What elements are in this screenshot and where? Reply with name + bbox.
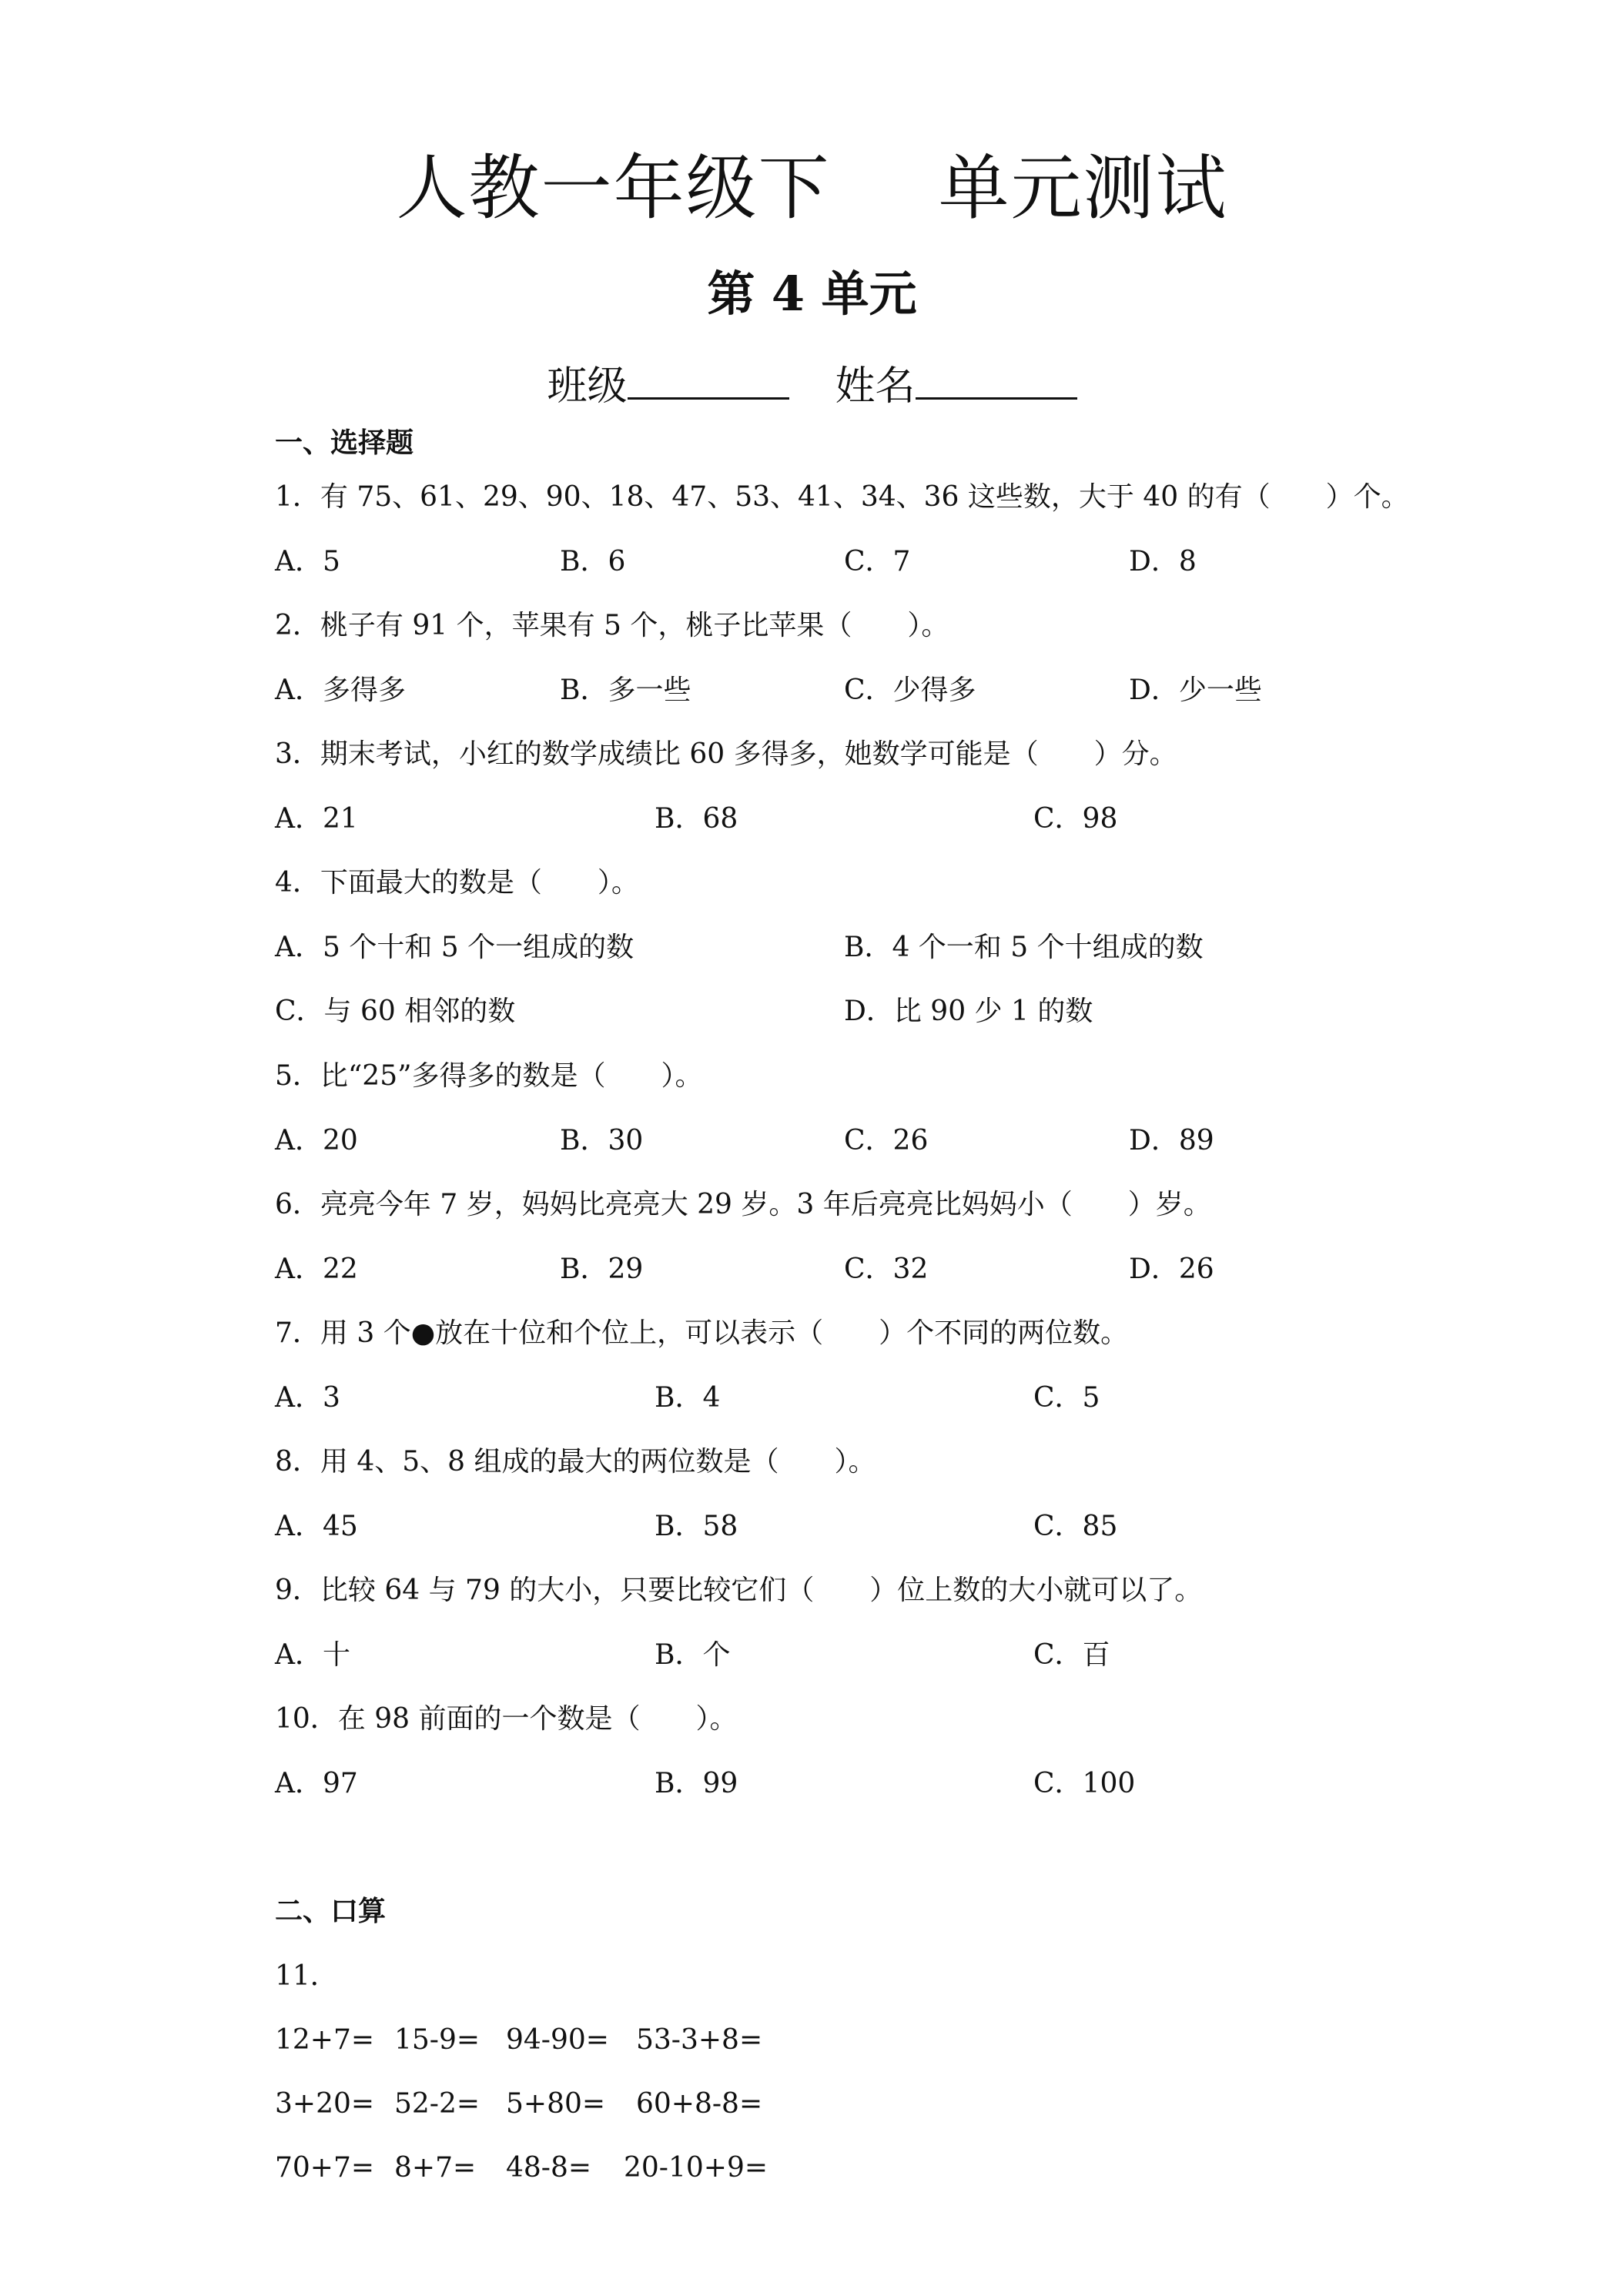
q1-option-c: C．7: [844, 546, 911, 577]
question-6: 6．亮亮今年 7 岁，妈妈比亮亮大 29 岁。3 年后亮亮比妈妈小（ ）岁。: [275, 1189, 1211, 1220]
calc-item: 5+80=: [506, 2088, 606, 2120]
q5-option-b: B．30: [560, 1125, 644, 1156]
question-2: 2．桃子有 91 个，苹果有 5 个，桃子比苹果（ ）。: [275, 610, 949, 641]
calc-item: 94-90=: [506, 2024, 609, 2056]
q3-option-a: A．21: [275, 803, 358, 835]
q6-option-b: B．29: [560, 1253, 644, 1285]
calc-item: 52-2=: [394, 2088, 481, 2120]
q10-option-b: B．99: [655, 1768, 738, 1799]
q5-option-a: A．20: [275, 1125, 358, 1156]
section-oral-heading: 二、口算: [275, 1896, 387, 1927]
calc-item: 48-8=: [506, 2152, 592, 2184]
title-right: 单元测试: [938, 147, 1228, 229]
unit-subtitle: 第 4 单元: [707, 266, 917, 322]
question-5: 5．比“25”多得多的数是（ ）。: [275, 1060, 703, 1092]
q1-option-d: D．8: [1129, 546, 1197, 577]
name-blank: [916, 354, 1077, 400]
q9-option-c: C．百: [1033, 1639, 1110, 1671]
q3-option-c: C．98: [1033, 803, 1118, 835]
q2-option-a: A．多得多: [275, 674, 406, 706]
q7-option-a: A．3: [275, 1382, 340, 1414]
q8-option-a: A．45: [275, 1511, 358, 1542]
q6-option-c: C．32: [844, 1253, 929, 1285]
class-name-line: [0, 354, 1624, 413]
q8-option-c: C．85: [1033, 1511, 1118, 1542]
calc-item: 53-3+8=: [636, 2024, 763, 2056]
q2-option-c: C．少得多: [844, 674, 976, 706]
q6-option-d: D．26: [1129, 1253, 1214, 1285]
name-label: 姓名: [835, 363, 916, 410]
q8-option-b: B．58: [655, 1511, 738, 1542]
question-3: 3．期末考试，小红的数学成绩比 60 多得多，她数学可能是（ ）分。: [275, 738, 1177, 770]
q7-option-c: C．5: [1033, 1382, 1100, 1414]
question-9: 9．比较 64 与 79 的大小，只要比较它们（ ）位上数的大小就可以了。: [275, 1575, 1203, 1606]
question-8: 8．用 4、5、8 组成的最大的两位数是（ ）。: [275, 1446, 876, 1478]
q9-option-b: B．个: [655, 1639, 731, 1671]
q3-option-b: B．68: [655, 803, 738, 835]
calc-item: 15-9=: [394, 2024, 481, 2056]
class-label: 班级: [547, 363, 628, 410]
calc-item: 8+7=: [394, 2152, 477, 2184]
q2-option-b: B．多一些: [560, 674, 691, 706]
page-title: [0, 146, 1624, 231]
q5-option-c: C．26: [844, 1125, 929, 1156]
question-10: 10．在 98 前面的一个数是（ ）。: [275, 1703, 738, 1735]
q4-option-d: D．比 90 少 1 的数: [844, 996, 1093, 1027]
question-7: 7．用 3 个●放在十位和个位上，可以表示（ ）个不同的两位数。: [275, 1317, 1129, 1349]
calc-item: 12+7=: [275, 2024, 375, 2056]
calc-item: 70+7=: [275, 2152, 375, 2184]
q7-option-b: B．4: [655, 1382, 721, 1414]
class-blank: [628, 354, 789, 400]
question-1: 1．有 75、61、29、90、18、47、53、41、34、36 这些数，大于 40 的有（ ）个。: [275, 481, 1409, 513]
calc-item: 20-10+9=: [624, 2152, 768, 2184]
q2-option-d: D．少一些: [1129, 674, 1262, 706]
q9-option-a: A．十: [275, 1639, 350, 1671]
calc-item: 60+8-8=: [636, 2088, 763, 2120]
q10-option-c: C．100: [1033, 1768, 1136, 1799]
title-left: 人教一年级下: [396, 147, 831, 229]
calc-item: 3+20=: [275, 2088, 375, 2120]
q4-option-a: A．5 个十和 5 个一组成的数: [275, 932, 635, 963]
q6-option-a: A．22: [275, 1253, 358, 1285]
q4-option-b: B．4 个一和 5 个十组成的数: [844, 932, 1204, 963]
section-choice-heading: 一、选择题: [275, 427, 414, 459]
question-11: 11．: [275, 1960, 338, 1992]
q4-option-c: C．与 60 相邻的数: [275, 996, 516, 1027]
question-4: 4．下面最大的数是（ ）。: [275, 867, 639, 899]
q5-option-d: D．89: [1129, 1125, 1214, 1156]
q10-option-a: A．97: [275, 1768, 358, 1799]
q1-option-a: A．5: [275, 546, 340, 577]
q1-option-b: B．6: [560, 546, 626, 577]
